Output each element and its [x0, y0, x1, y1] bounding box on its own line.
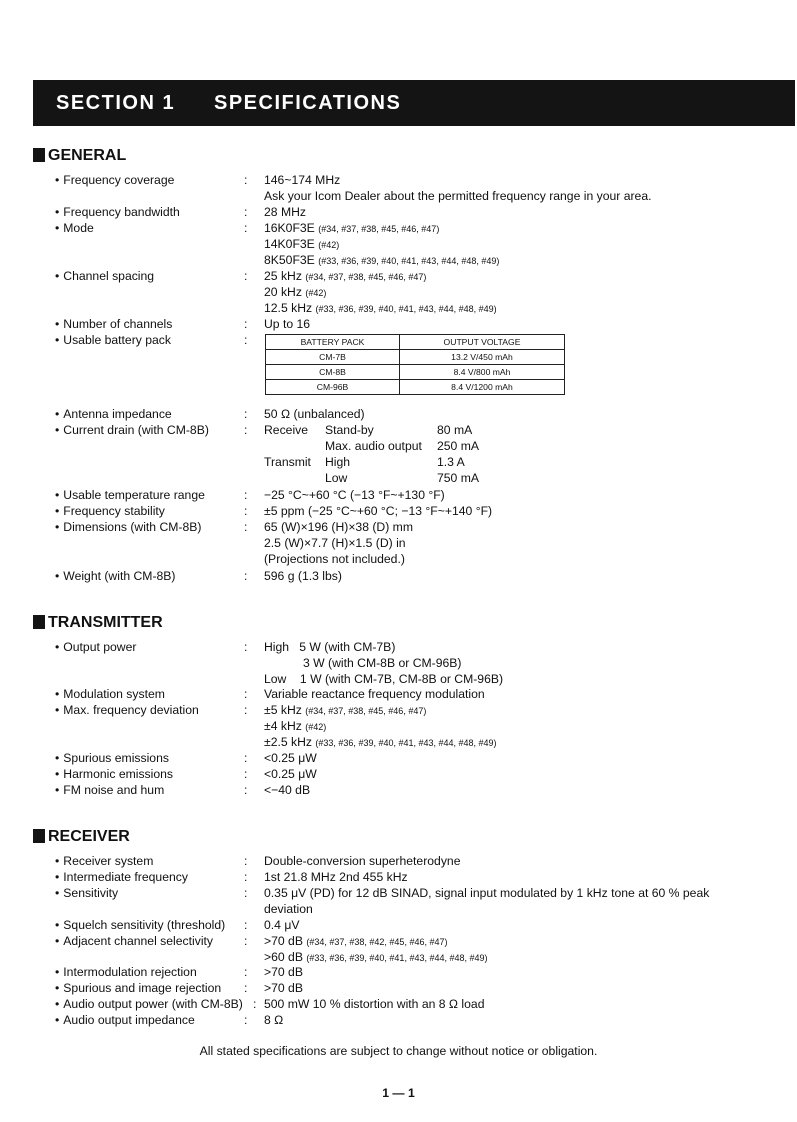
spec-label: • Squelch sensitivity (threshold) — [55, 917, 225, 933]
spec-label: • Current drain (with CM-8B) — [55, 422, 209, 438]
spec-value: 1st 21.8 MHz 2nd 455 kHz — [264, 870, 408, 884]
spec-value: 8K50F3E (#33, #36, #39, #40, #41, #43, #44, #48, #49) — [264, 253, 500, 267]
spec-label: • Modulation system — [55, 686, 165, 702]
spec-value: <0.25 μW — [264, 751, 317, 765]
spec-value: >70 dB — [264, 981, 303, 995]
spec-label: • Channel spacing — [55, 268, 154, 284]
battery-table — [265, 334, 565, 395]
spec-value: ±5 ppm (−25 °C~+60 °C; −13 °F~+140 °F) — [264, 504, 493, 518]
spec-value: 146~174 MHz — [264, 173, 341, 187]
spec-label: • Weight (with CM-8B) — [55, 568, 175, 584]
spec-value: 16K0F3E (#34, #37, #38, #45, #46, #47) — [264, 221, 440, 235]
table-row: CM-96B 8.4 V/1200 mAh — [266, 380, 565, 395]
spec-label: • Mode — [55, 220, 94, 236]
spec-value: >70 dB (#34, #37, #38, #42, #45, #46, #47) — [264, 934, 448, 948]
spec-label: • Sensitivity — [55, 885, 118, 901]
spec-value: >70 dB — [264, 965, 303, 979]
spec-value: 8 Ω — [264, 1013, 284, 1027]
spec-value: 2.5 (W)×7.7 (H)×1.5 (D) in — [264, 536, 406, 550]
spec-value: ±5 kHz (#34, #37, #38, #45, #46, #47) — [264, 703, 427, 717]
square-bullet-icon — [33, 615, 45, 629]
spec-value: 12.5 kHz (#33, #36, #39, #40, #41, #43, #44, #48, #49) — [264, 301, 497, 315]
spec-label: • Intermodulation rejection — [55, 964, 197, 980]
spec-value: −25 °C~+60 °C (−13 °F~+130 °F) — [264, 488, 445, 502]
spec-value: ±2.5 kHz (#33, #36, #39, #40, #41, #43, #44, #48, #49) — [264, 735, 497, 749]
spec-value: 0.4 μV — [264, 918, 300, 932]
spec-value: deviation — [264, 902, 313, 916]
spec-label: • Audio output impedance — [55, 1012, 195, 1028]
spec-value: Variable reactance frequency modulation — [264, 687, 485, 701]
spec-label: • Usable battery pack — [55, 332, 171, 348]
table-header: OUTPUT VOLTAGE — [400, 335, 565, 350]
spec-value: 500 mW 10 % distortion with an 8 Ω load — [264, 997, 485, 1011]
table-header: BATTERY PACK — [266, 335, 400, 350]
spec-label: • Max. frequency deviation — [55, 702, 199, 718]
spec-label: • Frequency bandwidth — [55, 204, 180, 220]
spec-value: High 5 W (with CM-7B) — [264, 640, 396, 654]
spec-value: 596 g (1.3 lbs) — [264, 569, 342, 583]
heading-receiver: RECEIVER — [33, 828, 130, 846]
spec-label: • Dimensions (with CM-8B) — [55, 519, 201, 535]
spec-label: • Antenna impedance — [55, 406, 172, 422]
table-row: CM-8B 8.4 V/800 mAh — [266, 365, 565, 380]
spec-label: • Audio output power (with CM-8B) — [55, 996, 243, 1012]
spec-value: (Projections not included.) — [264, 552, 405, 566]
spec-value: 20 kHz (#42) — [264, 285, 327, 299]
spec-value: 0.35 μV (PD) for 12 dB SINAD, signal input modulated by 1 kHz tone at 60 % peak — [264, 886, 710, 900]
spec-value: 25 kHz (#34, #37, #38, #45, #46, #47) — [264, 269, 427, 283]
spec-value: <−40 dB — [264, 783, 311, 797]
table-row: CM-7B 13.2 V/450 mAh — [266, 350, 565, 365]
square-bullet-icon — [33, 148, 45, 162]
spec-value: >60 dB (#33, #36, #39, #40, #41, #43, #44, #48, #49) — [264, 950, 488, 964]
spec-value: <0.25 μW — [264, 767, 317, 781]
spec-label: • Intermediate frequency — [55, 869, 188, 885]
spec-value: 14K0F3E (#42) — [264, 237, 340, 251]
spec-value: ±4 kHz (#42) — [264, 719, 327, 733]
footer-note: All stated specifications are subject to change without notice or obligation. — [199, 1044, 598, 1058]
spec-value: Low 1 W (with CM-7B, CM-8B or CM-96B) — [264, 672, 504, 686]
page-number: 1 — 1 — [382, 1086, 415, 1100]
spec-label: • FM noise and hum — [55, 782, 164, 798]
spec-value: 28 MHz — [264, 205, 306, 219]
spec-label: • Receiver system — [55, 853, 153, 869]
heading-general: GENERAL — [33, 147, 126, 165]
section-number: SECTION 1 — [56, 92, 176, 114]
spec-value: 65 (W)×196 (H)×38 (D) mm — [264, 520, 413, 534]
heading-transmitter: TRANSMITTER — [33, 614, 163, 632]
spec-value: Double-conversion superheterodyne — [264, 854, 461, 868]
spec-label: • Output power — [55, 639, 136, 655]
spec-label: • Frequency coverage — [55, 172, 174, 188]
spec-value: 50 Ω (unbalanced) — [264, 407, 365, 421]
spec-label: • Adjacent channel selectivity — [55, 933, 213, 949]
spec-label: • Harmonic emissions — [55, 766, 173, 782]
spec-label: • Spurious emissions — [55, 750, 169, 766]
spec-note: Ask your Icom Dealer about the permitted frequency range in your area. — [264, 189, 652, 203]
spec-value: Up to 16 — [264, 317, 311, 331]
spec-label: • Frequency stability — [55, 503, 165, 519]
spec-label: • Spurious and image rejection — [55, 980, 221, 996]
square-bullet-icon — [33, 829, 45, 843]
section-banner — [33, 80, 795, 126]
spec-label: • Number of channels — [55, 316, 172, 332]
spec-value: 3 W (with CM-8B or CM-96B) — [303, 656, 462, 670]
spec-label: • Usable temperature range — [55, 487, 205, 503]
section-title: SPECIFICATIONS — [214, 92, 402, 114]
